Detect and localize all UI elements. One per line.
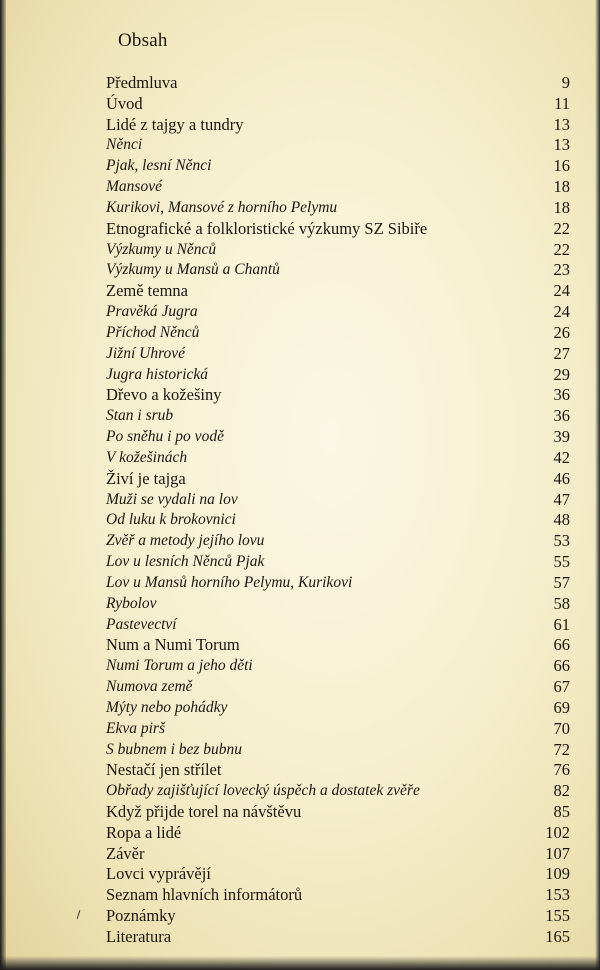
toc-entry-title: Mansové bbox=[106, 178, 162, 196]
pencil-mark bbox=[77, 910, 81, 919]
toc-entry-title: Num a Numi Torum bbox=[106, 635, 240, 655]
toc-entry bbox=[106, 531, 570, 552]
toc-entry-page-number: 23 bbox=[553, 260, 570, 280]
toc-entry-title: Jižní Uhrové bbox=[106, 344, 186, 362]
toc-entry-title: Numova země bbox=[106, 678, 193, 696]
toc-entry bbox=[106, 906, 570, 927]
toc-entry-page-number: 82 bbox=[553, 781, 570, 801]
toc-entry bbox=[106, 135, 570, 156]
toc-entry-title: Ropa a lidé bbox=[106, 822, 182, 842]
toc-entry bbox=[106, 844, 570, 865]
toc-entry-page-number: 48 bbox=[553, 510, 570, 530]
toc-entry bbox=[106, 406, 570, 427]
toc-entry bbox=[106, 198, 570, 219]
toc-entry-page-number: 102 bbox=[545, 822, 570, 842]
toc-entry-title: V kožešinách bbox=[106, 448, 188, 466]
toc-entry bbox=[106, 469, 570, 490]
toc-entry-page-number: 36 bbox=[553, 406, 570, 426]
toc-entry bbox=[106, 594, 570, 615]
toc-entry-page-number: 29 bbox=[553, 364, 570, 384]
toc-entry bbox=[106, 510, 570, 531]
toc-entry-title: Nestačí jen střílet bbox=[106, 760, 222, 780]
toc-entry bbox=[106, 656, 570, 677]
toc-entry-title: Stan i srub bbox=[106, 407, 174, 425]
toc-entry bbox=[106, 302, 570, 323]
toc-entry-title: Pjak, lesní Něnci bbox=[106, 157, 212, 175]
toc-entry-title: Mýty nebo pohádky bbox=[106, 698, 228, 716]
toc-entry-page-number: 70 bbox=[553, 718, 570, 738]
toc-entry-title: Závěr bbox=[106, 843, 145, 863]
toc-entry-title: Výzkumy u Mansů a Chantů bbox=[106, 261, 280, 279]
page-edge-left bbox=[0, 0, 6, 970]
toc-entry-title: Lovci vyprávějí bbox=[106, 864, 211, 884]
toc-entry-page-number: 26 bbox=[553, 322, 570, 342]
toc-entry bbox=[106, 448, 570, 469]
toc-entry-page-number: 165 bbox=[545, 926, 570, 946]
toc-entry bbox=[106, 490, 570, 511]
toc-entry-page-number: 18 bbox=[553, 197, 570, 217]
toc-entry bbox=[106, 115, 570, 136]
toc-entry-title: Lidé z tajgy a tundry bbox=[106, 114, 244, 134]
toc-entry bbox=[106, 281, 570, 302]
toc-entry-title: Jugra historická bbox=[106, 365, 209, 383]
toc-entry bbox=[106, 323, 570, 344]
page-edge-bottom bbox=[0, 956, 600, 970]
toc-entry-title: Obřady zajišťující lovecký úspěch a dostatek zvěře bbox=[106, 782, 420, 800]
toc-entry-title: Dřevo a kožešiny bbox=[106, 385, 222, 405]
toc-entry bbox=[106, 94, 570, 115]
toc-entry-title: Pastevectví bbox=[106, 615, 177, 633]
toc-entry-title: Po sněhu i po vodě bbox=[106, 428, 224, 446]
toc-entry-title: Když přijde torel na návštěvu bbox=[106, 801, 302, 821]
toc-entry bbox=[106, 615, 570, 636]
toc-entry-title: Pravěká Jugra bbox=[106, 303, 198, 321]
toc-entry-title: Literatura bbox=[106, 926, 172, 946]
toc-entry-page-number: 107 bbox=[545, 843, 570, 863]
toc-entry-title: Lov u Mansů horního Pelymu, Kurikovi bbox=[106, 573, 353, 591]
toc-entry-title: S bubnem i bez bubnu bbox=[106, 740, 243, 758]
toc-entry-page-number: 155 bbox=[545, 906, 570, 926]
toc-entry-page-number: 61 bbox=[553, 614, 570, 634]
toc-entry-title: Něnci bbox=[106, 136, 143, 154]
toc-entry-page-number: 55 bbox=[553, 552, 570, 572]
toc-entry-page-number: 67 bbox=[553, 677, 570, 697]
toc-entry-title: Země temna bbox=[106, 281, 189, 301]
toc-entry-page-number: 85 bbox=[553, 801, 570, 821]
toc-entry bbox=[106, 385, 570, 406]
toc-entry-page-number: 18 bbox=[553, 177, 570, 197]
toc-entry-page-number: 16 bbox=[553, 156, 570, 176]
toc-entry-page-number: 22 bbox=[553, 239, 570, 259]
toc-entry-title: Numi Torum a jeho děti bbox=[106, 657, 253, 675]
toc-entry-page-number: 72 bbox=[553, 739, 570, 759]
toc-entry-page-number: 66 bbox=[553, 635, 570, 655]
toc-entry-title: Zvěř a metody jejího lovu bbox=[106, 532, 265, 550]
toc-entry-title: Živí je tajga bbox=[106, 468, 186, 488]
toc-entry bbox=[106, 260, 570, 281]
table-of-contents bbox=[106, 73, 570, 948]
toc-entry bbox=[106, 740, 570, 761]
toc-entry-title: Od luku k brokovnici bbox=[106, 511, 236, 529]
toc-entry-page-number: 13 bbox=[553, 135, 570, 155]
toc-entry bbox=[106, 635, 570, 656]
toc-entry-page-number: 11 bbox=[554, 93, 570, 113]
toc-entry bbox=[106, 885, 570, 906]
toc-entry-page-number: 24 bbox=[553, 281, 570, 301]
toc-entry-title: Kurikovi, Mansové z horního Pelymu bbox=[106, 198, 338, 216]
toc-entry-page-number: 47 bbox=[553, 489, 570, 509]
toc-entry-title: Příchod Něnců bbox=[106, 323, 200, 341]
toc-entry-title: Výzkumy u Něnců bbox=[106, 240, 217, 258]
page-edge-right bbox=[595, 0, 600, 970]
toc-entry-page-number: 27 bbox=[553, 343, 570, 363]
toc-entry bbox=[106, 781, 570, 802]
toc-entry-title: Předmluva bbox=[106, 73, 178, 92]
toc-entry-page-number: 22 bbox=[553, 218, 570, 238]
toc-entry bbox=[106, 823, 570, 844]
toc-entry-title: Muži se vydali na lov bbox=[106, 490, 238, 508]
toc-entry bbox=[106, 677, 570, 698]
toc-entry-page-number: 153 bbox=[545, 885, 570, 905]
toc-entry-page-number: 39 bbox=[553, 427, 570, 447]
toc-entry-page-number: 46 bbox=[553, 468, 570, 488]
toc-entry-page-number: 42 bbox=[553, 447, 570, 467]
toc-entry bbox=[106, 73, 570, 94]
toc-entry-title: Poznámky bbox=[106, 906, 176, 926]
toc-entry-title: Etnografické a folkloristické výzkumy SZ Sibiře bbox=[106, 218, 428, 238]
toc-entry-title: Lov u lesních Něnců Pjak bbox=[106, 553, 265, 571]
toc-entry-page-number: 36 bbox=[553, 385, 570, 405]
toc-entry-title: Úvod bbox=[106, 93, 143, 113]
toc-entry-page-number: 53 bbox=[553, 531, 570, 551]
toc-entry-title: Ekva pirš bbox=[106, 719, 165, 737]
toc-entry bbox=[106, 573, 570, 594]
toc-entry-page-number: 58 bbox=[553, 593, 570, 613]
toc-entry-page-number: 109 bbox=[545, 864, 570, 884]
toc-entry-page-number: 13 bbox=[553, 114, 570, 134]
toc-entry-page-number: 57 bbox=[553, 572, 570, 592]
toc-entry bbox=[106, 552, 570, 573]
toc-entry bbox=[106, 219, 570, 240]
toc-entry bbox=[106, 698, 570, 719]
toc-entry bbox=[106, 927, 570, 948]
page-title: Obsah bbox=[118, 30, 168, 51]
toc-entry-page-number: 76 bbox=[553, 760, 570, 780]
toc-entry bbox=[106, 365, 570, 386]
toc-entry bbox=[106, 760, 570, 781]
toc-entry-title: Seznam hlavních informátorů bbox=[106, 885, 303, 905]
toc-entry-page-number: 66 bbox=[553, 656, 570, 676]
toc-entry bbox=[106, 802, 570, 823]
toc-entry bbox=[106, 864, 570, 885]
toc-entry-page-number: 24 bbox=[553, 302, 570, 322]
toc-entry bbox=[106, 240, 570, 261]
toc-entry-page-number: 9 bbox=[561, 73, 570, 92]
toc-entry-page-number: 69 bbox=[553, 697, 570, 717]
toc-entry-title: Rybolov bbox=[106, 594, 157, 612]
toc-entry bbox=[106, 156, 570, 177]
toc-entry bbox=[106, 344, 570, 365]
toc-entry bbox=[106, 427, 570, 448]
toc-entry bbox=[106, 177, 570, 198]
toc-entry bbox=[106, 719, 570, 740]
